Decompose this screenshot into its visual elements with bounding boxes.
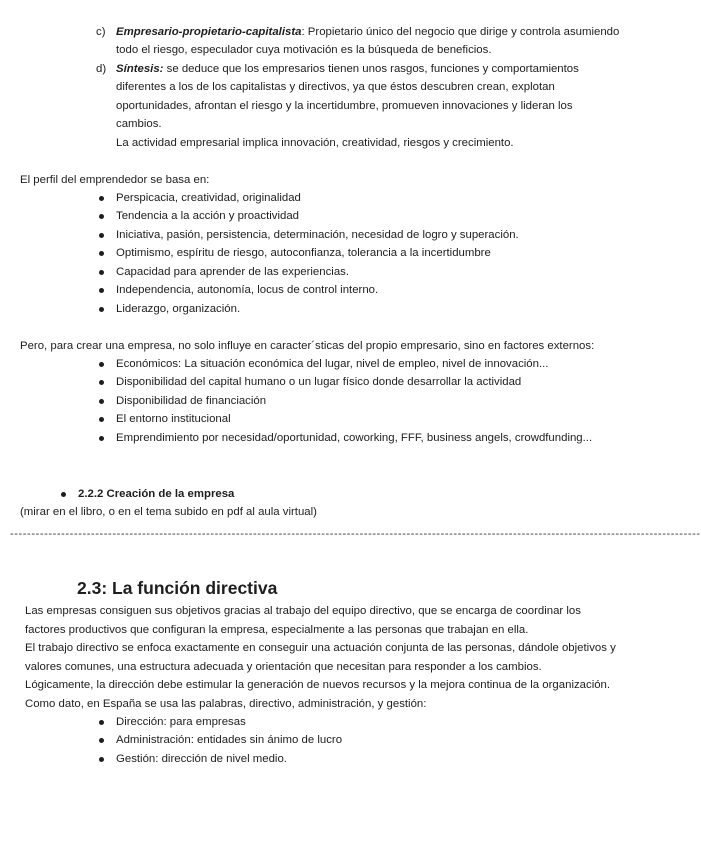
separator-line: ------------------------------------------------------------------------------------------------------------------------------------------------------------------ [10,528,701,540]
bullet-icon [99,196,104,201]
bullet-icon [99,288,104,293]
externos-item-1: Económicos: La situación económica del lugar, nivel de empleo, nivel de innovación... [116,358,549,370]
bullet-icon [99,270,104,275]
externos-item-4: El entorno institucional [116,413,231,425]
bullet-icon [99,380,104,385]
text-c: : Propietario único del negocio que dirige y controla asumiendo [301,26,620,38]
bullet-icon [99,417,104,422]
list-item-c [116,23,619,42]
paragraph-line-4: valores comunes, una estructura adecuada y orientación que necesitan para responder a los cambios. [25,661,542,673]
perfil-item-6: Independencia, autonomía, locus de control interno. [116,284,379,296]
paragraph-line-3: El trabajo directivo se enfoca exactamente en conseguir una actuación conjunta de las personas, dándole objetivos y [25,642,616,654]
externos-item-5: Emprendimiento por necesidad/oportunidad, coworking, FFF, business angels, crowdfunding... [116,432,593,444]
bullet-icon [99,399,104,404]
section-note-222: (mirar en el libro, o en el tema subido en pdf al aula virtual) [20,506,317,518]
text-d-4: cambios. [116,118,162,130]
bullet-icon [99,307,104,312]
bullet-icon [99,757,104,762]
perfil-item-5: Capacidad para aprender de las experiencias. [116,266,350,278]
text-c-2: todo el riesgo, especulador cuya motivación es la búsqueda de beneficios. [116,44,492,56]
term-sintesis: Síntesis: [116,63,164,75]
text-d-2: diferentes a los de los capitalistas y directivos, ya que éstos descubren crean, explotan [116,81,555,93]
bullet-icon [99,738,104,743]
externos-intro: Pero, para crear una empresa, no solo influye en caracter´sticas del propio empresario, sino en factores externos: [20,340,595,352]
term-empresario-capitalista: Empresario-propietario-capitalista [116,26,302,38]
text-d-5: La actividad empresarial implica innovación, creatividad, riesgos y crecimiento. [116,137,514,149]
paragraph-line-5: Lógicamente, la dirección debe estimular la generación de nuevos recursos y la mejora continua de la organización. [25,679,611,691]
paragraph-line-6: Como dato, en España se usa las palabras, directivo, administración, y gestión: [25,698,427,710]
paragraph-line-1: Las empresas consiguen sus objetivos gracias al trabajo del equipo directivo, que se encarga de coordinar los [25,605,581,617]
perfil-item-4: Optimismo, espíritu de riesgo, autoconfianza, tolerancia a la incertidumbre [116,247,491,259]
externos-item-3: Disponibilidad de financiación [116,395,267,407]
list-item-d [116,60,579,79]
bullet-icon [99,436,104,441]
section-heading-222: 2.2.2 Creación de la empresa [78,488,235,500]
perfil-intro: El perfil del emprendedor se basa en: [20,174,210,186]
externos-item-2: Disponibilidad del capital humano o un lugar físico donde desarrollar la actividad [116,376,522,388]
bullet-icon [61,492,66,497]
perfil-item-7: Liderazgo, organización. [116,303,241,315]
text-d-3: oportunidades, afrontan el riesgo y la incertidumbre, promueven innovaciones y lideran los [116,100,573,112]
bullet-icon [99,362,104,367]
perfil-item-2: Tendencia a la acción y proactividad [116,210,299,222]
bullet-icon [99,251,104,256]
list-marker-c: c) [96,26,106,38]
direccion-item-1: Dirección: para empresas [116,716,246,728]
bullet-icon [99,233,104,238]
bullet-icon [99,214,104,219]
paragraph-line-2: factores productivos que configuran la empresa, especialmente a las personas que trabajan en ella. [25,624,529,636]
section-heading-23: 2.3: La función directiva [77,578,278,598]
list-marker-d: d) [96,63,107,75]
perfil-item-1: Perspicacia, creatividad, originalidad [116,192,301,204]
bullet-icon [99,720,104,725]
text-d: se deduce que los empresarios tienen unos rasgos, funciones y comportamientos [163,63,579,75]
perfil-item-3: Iniciativa, pasión, persistencia, determinación, necesidad de logro y superación. [116,229,519,241]
direccion-item-3: Gestión: dirección de nivel medio. [116,753,287,765]
direccion-item-2: Administración: entidades sin ánimo de lucro [116,734,343,746]
